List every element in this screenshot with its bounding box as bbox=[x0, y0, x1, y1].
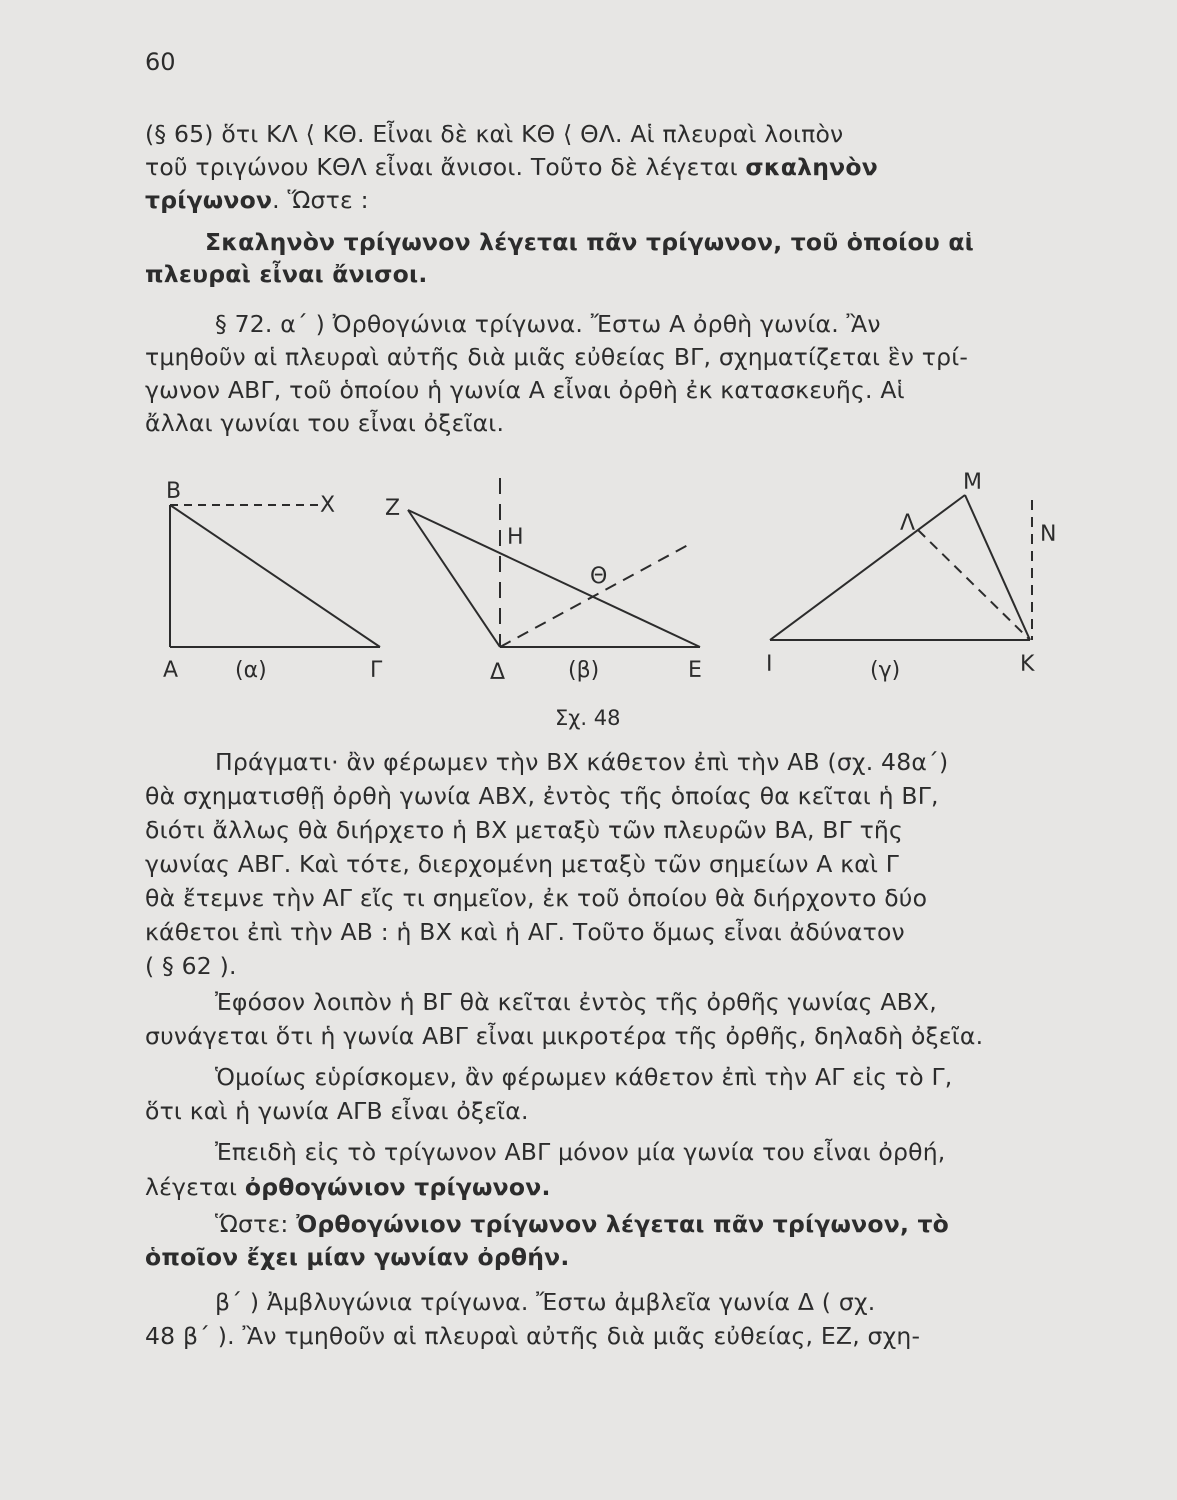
paragraph-3-line-4: γωνίας ΑΒΓ. Καὶ τότε, διερχομένη μεταξὺ τῶν σημείων Α καὶ Γ bbox=[145, 850, 900, 878]
text-span: τοῦ τριγώνου ΚΘΛ εἶναι ἄνισοι. Τοῦτο δὲ λέγεται bbox=[145, 153, 746, 181]
tag-b: (β) bbox=[568, 658, 600, 683]
paragraph-6-line-1: Ἐπειδὴ εἰς τὸ τρίγωνον ΑΒΓ μόνον μία γωνία του εἶναι ὀρθή, bbox=[215, 1138, 946, 1166]
segment-ze bbox=[408, 510, 700, 647]
label-a: Α bbox=[163, 658, 179, 683]
paragraph-3-line-7: ( § 62 ). bbox=[145, 952, 237, 980]
term-scalene: σκαληνὸν bbox=[745, 153, 878, 181]
label-b: Β bbox=[166, 479, 182, 504]
segment-mk bbox=[965, 495, 1030, 640]
label-theta: Θ bbox=[590, 564, 608, 589]
label-x: Χ bbox=[320, 493, 336, 518]
label-i: Ι bbox=[766, 652, 773, 677]
page-number: 60 bbox=[145, 48, 176, 76]
paragraph-6-line-2 bbox=[145, 1173, 551, 1201]
label-e: Ε bbox=[688, 658, 702, 683]
label-lambda: Λ bbox=[900, 511, 916, 536]
term-triangle: τρίγωνον bbox=[145, 186, 273, 214]
paragraph-5-line-2: ὅτι καὶ ἡ γωνία ΑΓΒ εἶναι ὀξεῖα. bbox=[145, 1097, 529, 1125]
definition-scalene-line-1: Σκαληνὸν τρίγωνον λέγεται πᾶν τρίγωνον, τοῦ ὁποίου αἱ bbox=[205, 228, 975, 256]
dashed-lambda-k bbox=[918, 530, 1030, 640]
definition-scalene-line-2: πλευραὶ εἶναι ἄνισοι. bbox=[145, 260, 428, 288]
label-m: Μ bbox=[963, 470, 982, 495]
paragraph-4-line-2: συνάγεται ὅτι ἡ γωνία ΑΒΓ εἶναι μικροτέρα τῆς ὀρθῆς, δηλαδὴ ὀξεῖα. bbox=[145, 1022, 984, 1050]
text-span: λέγεται bbox=[145, 1173, 245, 1201]
label-h: Η bbox=[507, 525, 524, 550]
term-right-triangle: ὀρθογώνιον τρίγωνον. bbox=[244, 1173, 551, 1201]
paragraph-1-line-1: (§ 65) ὅτι ΚΛ ⟨ ΚΘ. Εἶναι δὲ καὶ ΚΘ ⟨ ΘΛ. Αἱ πλευραὶ λοιπὸν bbox=[145, 120, 844, 148]
paragraph-7-line-2: 48 β΄ ). Ἂν τμηθοῦν αἱ πλευραὶ αὐτῆς διὰ μιᾶς εὐθείας, ΕΖ, σχη- bbox=[145, 1322, 921, 1350]
paragraph-7-line-1: β΄ ) Ἀμβλυγώνια τρίγωνα. Ἔστω ἀμβλεῖα γωνία Δ ( σχ. bbox=[215, 1288, 876, 1316]
definition-right-line-1 bbox=[215, 1210, 949, 1238]
paragraph-2-line-2: τμηθοῦν αἱ πλευραὶ αὐτῆς διὰ μιᾶς εὐθείας ΒΓ, σχηματίζεται ἓν τρί- bbox=[145, 343, 969, 371]
tag-c: (γ) bbox=[870, 658, 901, 683]
dashed-d-theta bbox=[500, 545, 688, 647]
paragraph-2-line-3: γωνον ΑΒΓ, τοῦ ὁποίου ἡ γωνία Α εἶναι ὀρθὴ ἐκ κατασκευῆς. Αἱ bbox=[145, 376, 905, 404]
paragraph-4-line-1: Ἐφόσον λοιπὸν ἡ ΒΓ θὰ κεῖται ἐντὸς τῆς ὀρθῆς γωνίας ΑΒΧ, bbox=[215, 988, 937, 1016]
paragraph-3-line-3: διότι ἄλλως θὰ διήρχετο ἡ ΒΧ μεταξὺ τῶν πλευρῶν ΒΑ, ΒΓ τῆς bbox=[145, 816, 904, 844]
segment-bg bbox=[170, 505, 380, 647]
paragraph-3-line-6: κάθετοι ἐπὶ τὴν ΑΒ : ἡ ΒΧ καὶ ἡ ΑΓ. Τοῦτο ὅμως εἶναι ἀδύνατον bbox=[145, 918, 905, 946]
section-72-heading-line: § 72. α΄ ) Ὀρθογώνια τρίγωνα. Ἔστω Α ὀρθὴ γωνία. Ἂν bbox=[215, 310, 881, 338]
segment-im bbox=[770, 495, 965, 640]
definition-right-text: Ὀρθογώνιον τρίγωνον λέγεται πᾶν τρίγωνον, τὸ bbox=[296, 1210, 949, 1238]
paragraph-3-line-5: θὰ ἔτεμνε τὴν ΑΓ εἴς τι σημεῖον, ἐκ τοῦ ὁποίου θὰ διήρχοντο δύο bbox=[145, 884, 928, 912]
text-span: . Ὥστε : bbox=[272, 186, 369, 214]
tag-a: (α) bbox=[235, 658, 267, 683]
label-k: Κ bbox=[1020, 652, 1035, 677]
label-d: Δ bbox=[490, 660, 506, 685]
text-span: Ὥστε: bbox=[215, 1210, 297, 1238]
paragraph-3-line-1: Πράγματι· ἂν φέρωμεν τὴν ΒΧ κάθετον ἐπὶ τὴν ΑΒ (σχ. 48α΄) bbox=[215, 748, 949, 776]
paragraph-3-line-2: θὰ σχηματισθῇ ὀρθὴ γωνία ΑΒΧ, ἐντὸς τῆς ὁποίας θα κεῖται ἡ ΒΓ, bbox=[145, 782, 939, 810]
figure-caption: Σχ. 48 bbox=[555, 706, 621, 730]
definition-right-line-2: ὁποῖον ἔχει μίαν γωνίαν ὀρθήν. bbox=[145, 1243, 570, 1271]
label-n: Ν bbox=[1040, 522, 1057, 547]
paragraph-2-line-4: ἄλλαι γωνίαι του εἶναι ὀξεῖαι. bbox=[145, 409, 505, 437]
label-g: Γ bbox=[370, 658, 383, 683]
label-z: Ζ bbox=[385, 496, 401, 521]
paragraph-5-line-1: Ὁμοίως εὑρίσκομεν, ἂν φέρωμεν κάθετον ἐπὶ τὴν ΑΓ εἰς τὸ Γ, bbox=[215, 1063, 953, 1091]
